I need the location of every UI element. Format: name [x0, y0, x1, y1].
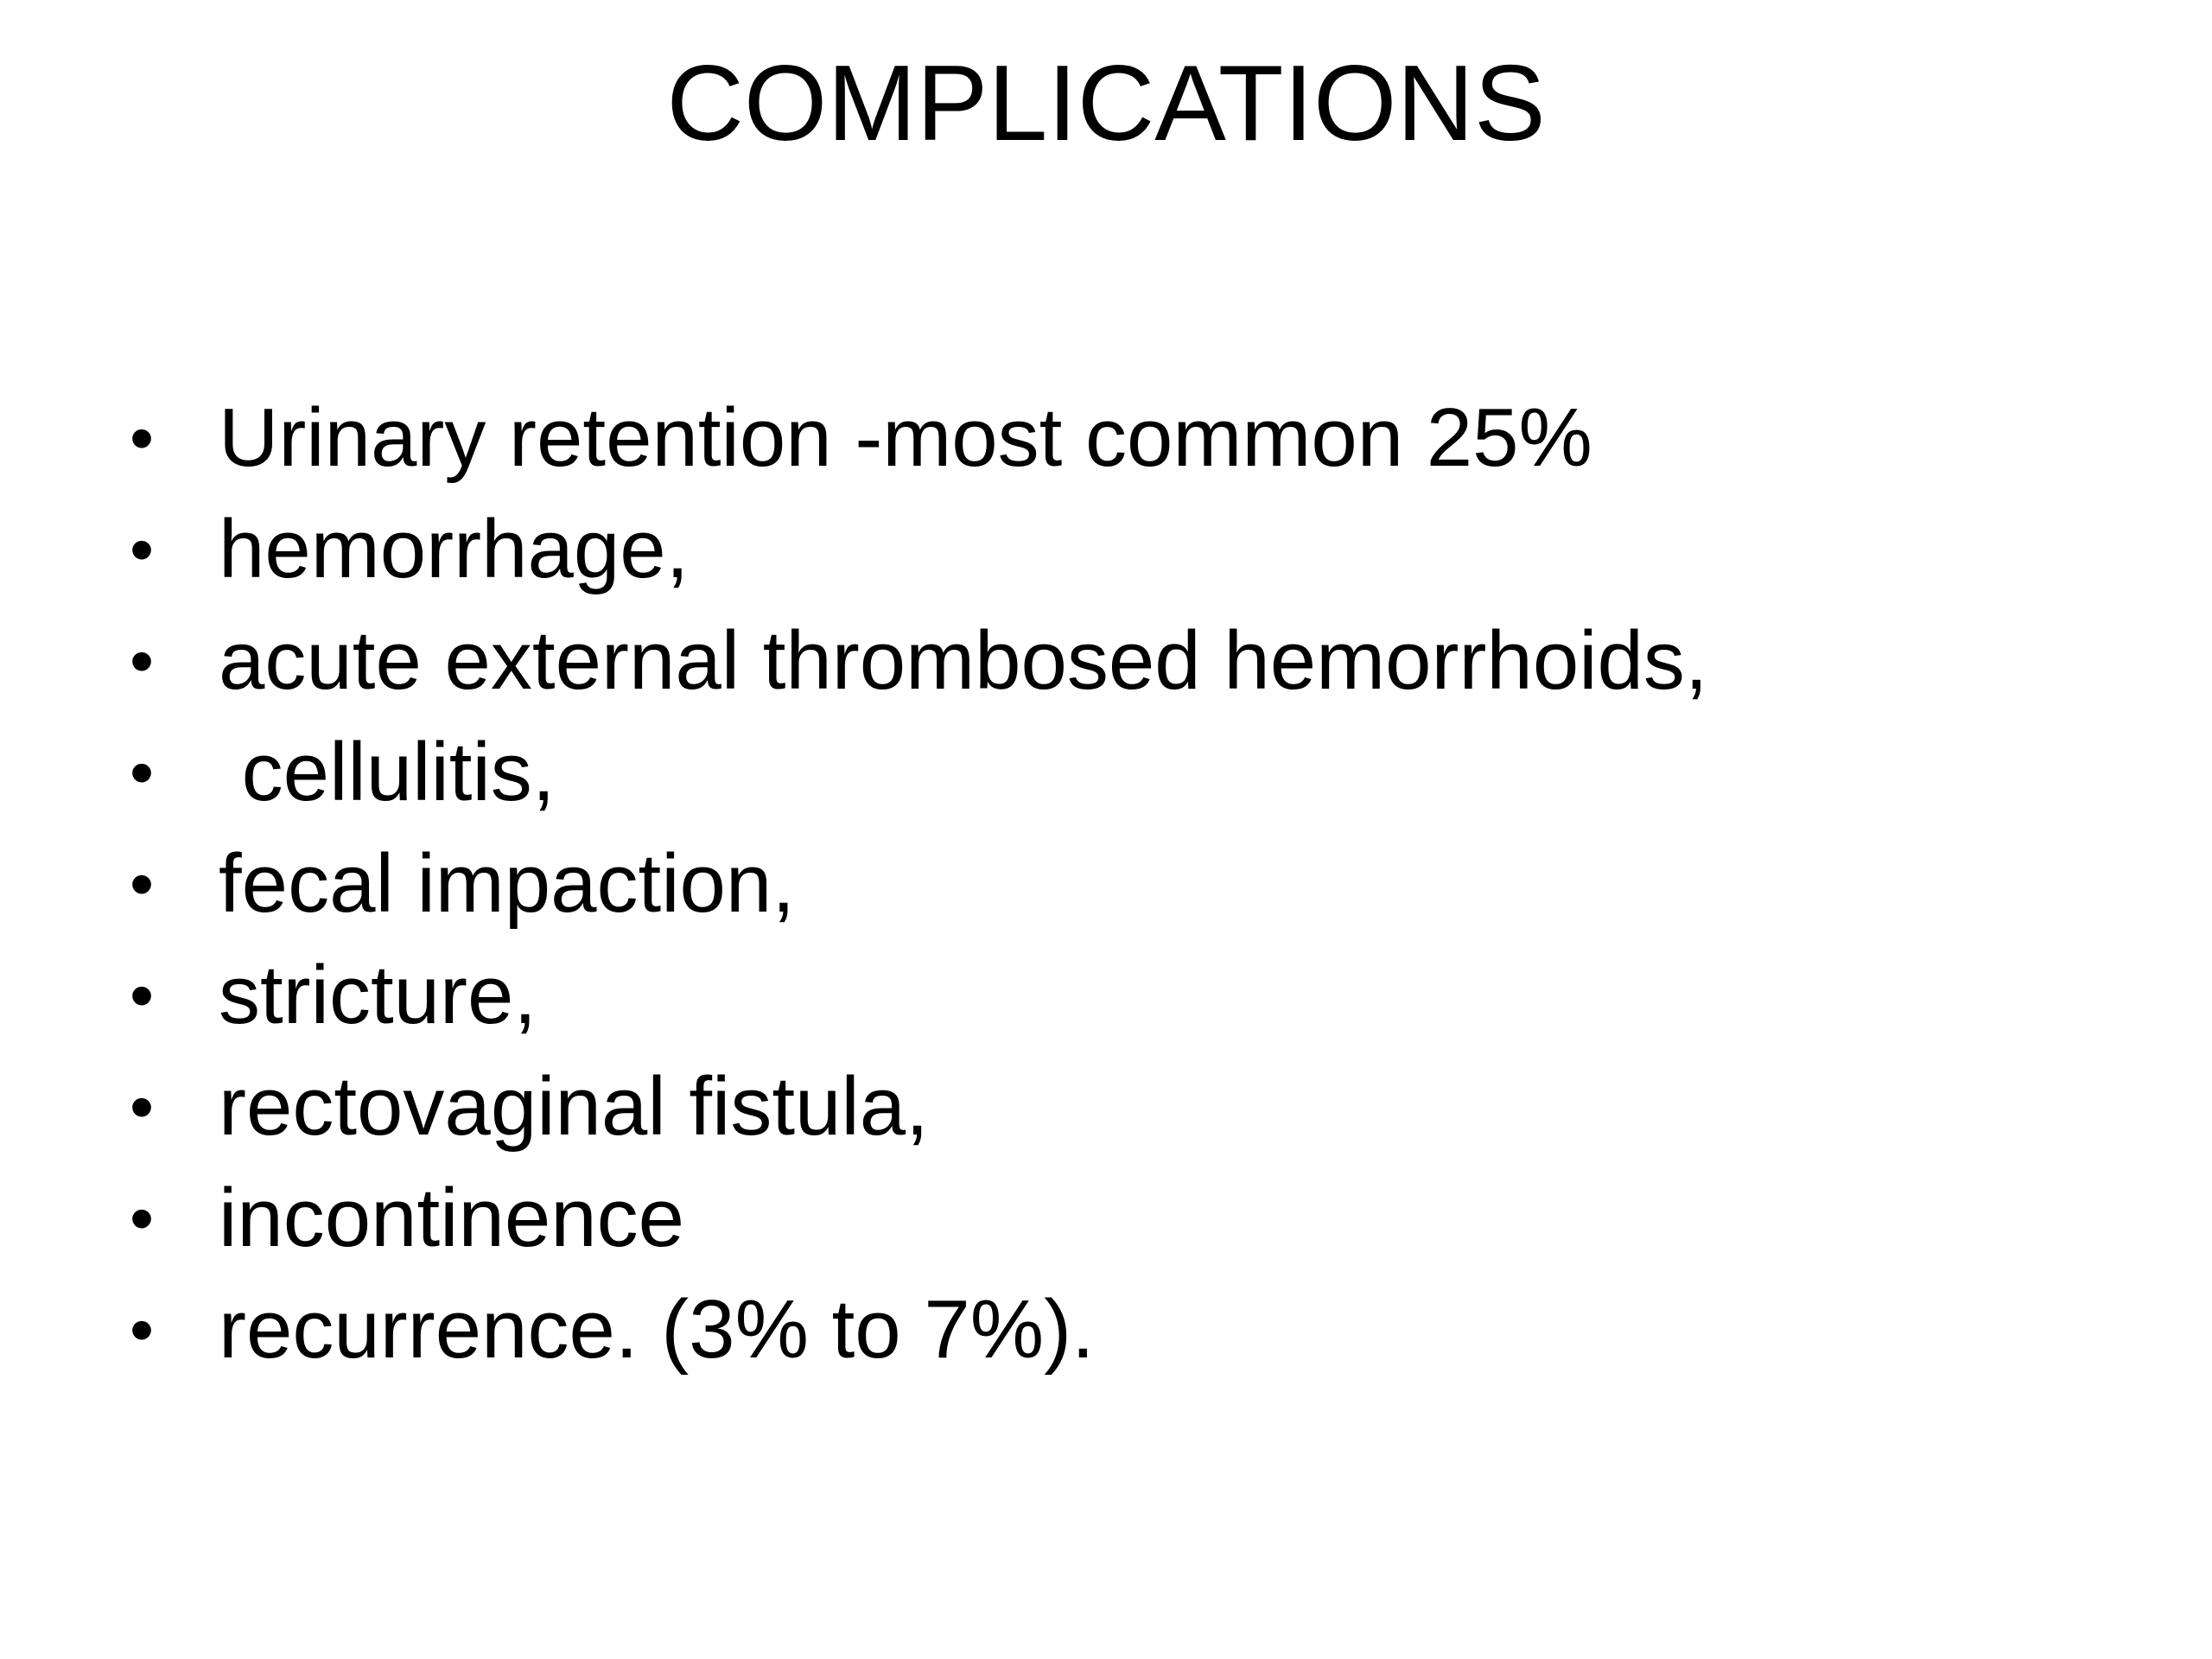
list-item — [130, 1162, 2117, 1274]
list-item — [130, 1274, 2117, 1385]
list-item-text: rectovaginal fistula, — [219, 1060, 929, 1153]
bullet-icon: • — [130, 511, 155, 588]
list-item-text: acute external thrombosed hemorrhoids, — [219, 614, 1708, 707]
list-item-text: incontinence — [219, 1172, 685, 1264]
bullet-icon: • — [130, 1291, 155, 1368]
list-item-text: hemorrhage, — [219, 503, 690, 595]
list-item — [130, 1051, 2117, 1162]
list-item-text: recurrence. (3% to 7%). — [219, 1283, 1095, 1376]
list-item — [130, 493, 2117, 605]
list-item-text: fecal impaction, — [219, 837, 795, 930]
list-item-text: Urinary retention -most common 25% — [219, 391, 1592, 484]
list-item — [130, 716, 2117, 828]
list-item — [130, 828, 2117, 939]
bullet-icon: • — [130, 957, 155, 1033]
bullet-icon: • — [130, 1179, 155, 1256]
list-item-text: stricture, — [219, 949, 537, 1041]
bullet-icon: • — [130, 1068, 155, 1145]
bullet-icon: • — [130, 399, 155, 476]
list-item — [130, 605, 2117, 716]
bullet-icon: • — [130, 622, 155, 699]
slide-title: COMPLICATIONS — [666, 44, 1546, 163]
list-item — [130, 382, 2117, 493]
list-item — [130, 939, 2117, 1051]
bullet-icon: • — [130, 845, 155, 922]
list-item-text: cellulitis, — [219, 726, 556, 818]
bullet-icon: • — [130, 734, 155, 810]
bullet-list — [130, 382, 2117, 1385]
